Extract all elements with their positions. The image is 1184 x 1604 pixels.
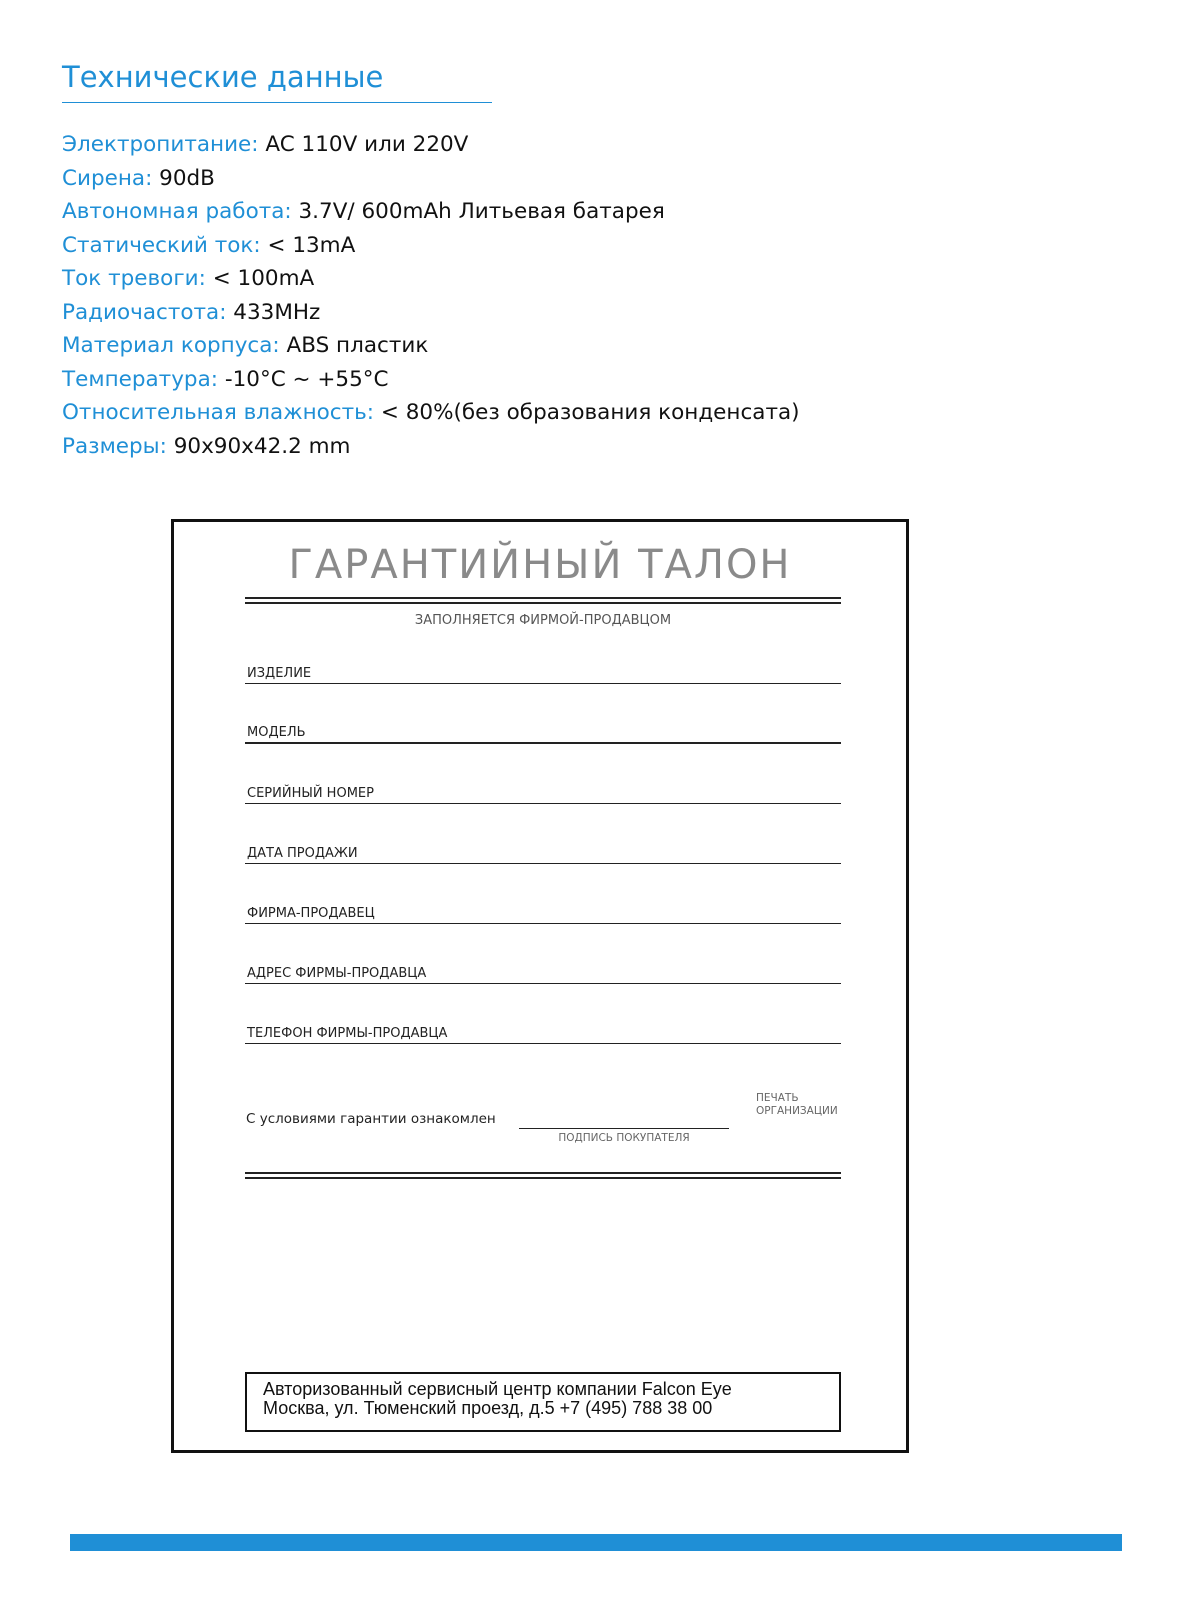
spec-label: Относительная влажность:: [62, 400, 375, 425]
title-divider: [245, 597, 841, 604]
service-center-name: Авторизованный сервисный центр компании Falcon Eye: [263, 1379, 732, 1399]
warranty-title: ГАРАНТИЙНЫЙ ТАЛОН: [288, 542, 792, 588]
stamp-label-line: ПЕЧАТЬ: [756, 1092, 799, 1104]
spec-label: Материал корпуса:: [62, 333, 280, 358]
spec-label: Автономная работа:: [62, 199, 292, 224]
spec-row: [62, 195, 800, 229]
field-serial-number: [245, 775, 841, 804]
agreement-text: С условиями гарантии ознакомлен: [246, 1111, 496, 1127]
spec-label: Размеры:: [62, 433, 167, 459]
spec-row: [62, 229, 800, 263]
warranty-card: [171, 519, 909, 1453]
field-label: МОДЕЛЬ: [247, 725, 306, 740]
spec-label: Статический ток:: [62, 232, 261, 258]
spec-row: [62, 363, 800, 397]
field-label: ФИРМА-ПРОДАВЕЦ: [247, 906, 375, 921]
spec-row: [62, 128, 800, 162]
spec-label: Электропитание:: [62, 132, 259, 157]
spec-value: 3.7V/ 600mAh Литьевая батарея: [291, 199, 665, 224]
stamp-label: [756, 1092, 838, 1118]
field-label: АДРЕС ФИРМЫ-ПРОДАВЦА: [247, 966, 427, 981]
field-product: [245, 655, 841, 684]
spec-value: 90dB: [152, 165, 215, 191]
spec-label: Ток тревоги:: [62, 266, 206, 291]
footer-bar: [70, 1534, 1122, 1551]
service-center-box: [245, 1372, 841, 1432]
spec-row: [62, 329, 800, 363]
spec-row: [62, 162, 800, 196]
spec-value: < 80%(без образования конденсата): [374, 400, 800, 425]
spec-value: < 13mA: [260, 232, 356, 258]
field-label: ТЕЛЕФОН ФИРМЫ-ПРОДАВЦА: [247, 1026, 448, 1041]
field-seller: [245, 895, 841, 924]
signature-caption: ПОДПИСЬ ПОКУПАТЕЛЯ: [558, 1132, 690, 1144]
field-seller-phone: [245, 1015, 841, 1044]
spec-value: 90x90x42.2 mm: [166, 433, 351, 459]
spec-list: [62, 128, 800, 463]
spec-row: [62, 296, 800, 330]
spec-row: [62, 396, 800, 430]
spec-label: Радиочастота:: [62, 299, 227, 325]
spec-label: Сирена:: [62, 165, 153, 191]
spec-label: Температура:: [62, 366, 219, 392]
field-label: ИЗДЕЛИЕ: [247, 666, 312, 681]
page-heading: Технические данные: [62, 60, 492, 103]
field-sale-date: [245, 835, 841, 864]
spec-value: -10°C ~ +55°C: [218, 366, 389, 392]
bottom-divider: [245, 1172, 841, 1179]
spec-row: [62, 262, 800, 296]
field-label: СЕРИЙНЫЙ НОМЕР: [247, 786, 374, 801]
stamp-label-line: ОРГАНИЗАЦИИ: [756, 1105, 838, 1117]
spec-value: AC 110V или 220V: [258, 132, 469, 157]
field-model: [245, 714, 841, 744]
spec-value: 433MHz: [226, 299, 321, 325]
spec-value: ABS пластик: [279, 333, 429, 358]
service-center-address: Москва, ул. Тюменский проезд, д.5 +7 (495) 788 38 00: [263, 1398, 713, 1418]
spec-row: [62, 430, 800, 464]
signature-line: [519, 1128, 729, 1129]
field-label: ДАТА ПРОДАЖИ: [247, 846, 358, 861]
warranty-subtitle: ЗАПОЛНЯЕТСЯ ФИРМОЙ-ПРОДАВЦОМ: [414, 613, 672, 628]
field-seller-address: [245, 955, 841, 984]
spec-value: < 100mA: [205, 266, 315, 291]
